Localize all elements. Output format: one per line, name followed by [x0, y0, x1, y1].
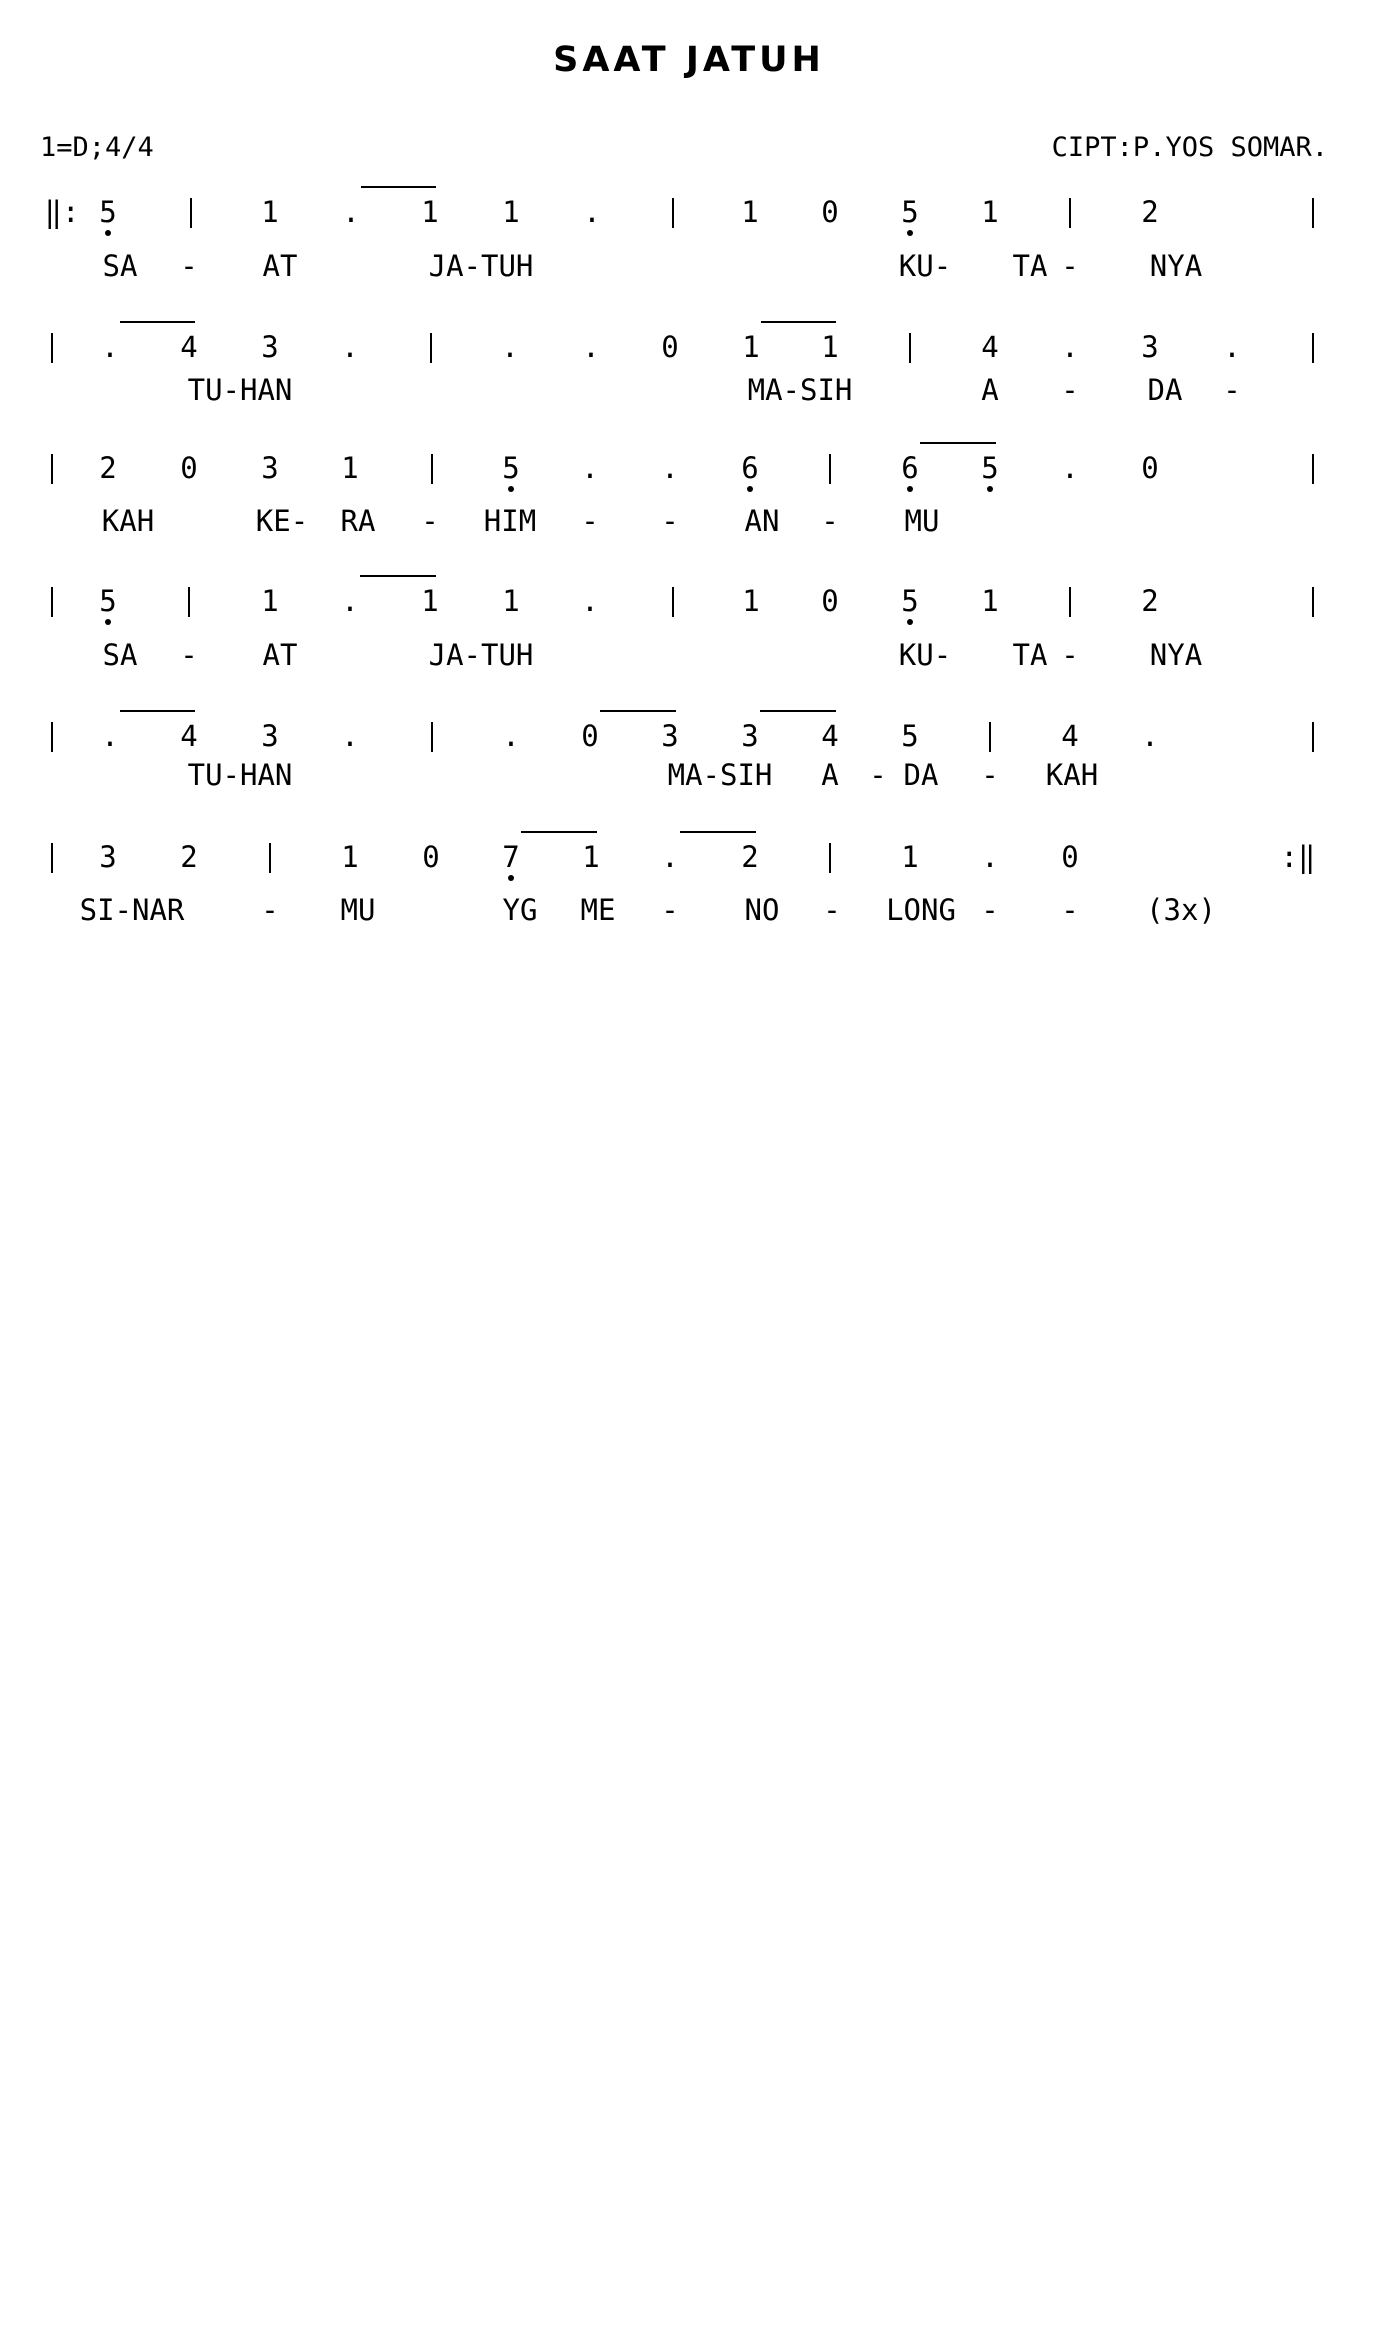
lyric-syllable: KU- [898, 638, 952, 672]
note-token: 3 [261, 451, 279, 485]
bar-line [269, 843, 271, 873]
lyric-syllable: AT [262, 638, 298, 672]
bar-line [188, 587, 190, 617]
bar-line [1312, 587, 1314, 617]
beam-line [361, 186, 436, 188]
lyric-syllable: SI-NAR [79, 893, 185, 927]
note-token: 1 [742, 584, 760, 618]
note-token: 1 [981, 584, 999, 618]
low-octave-dot [508, 875, 514, 881]
bar-line [989, 722, 991, 752]
low-octave-dot [105, 230, 111, 236]
lyric-syllable: AN [744, 504, 780, 538]
note-token: 1 [502, 195, 520, 229]
lyric-syllable: NYA [1149, 249, 1203, 283]
note-token: 2 [99, 451, 117, 485]
note-token: 1 [421, 584, 439, 618]
lyric-syllable: - [421, 504, 439, 538]
lyric-syllable: TU-HAN [187, 758, 293, 792]
note-token: . [341, 584, 359, 618]
note-token: 4 [180, 719, 198, 753]
bar-line [1069, 587, 1071, 617]
note-token: 0 [1061, 840, 1079, 874]
beam-line [360, 575, 436, 577]
lyric-syllable: LONG [886, 893, 956, 927]
bar-line [51, 333, 53, 363]
lyric-syllable: - [180, 638, 198, 672]
lyric-syllable: - [1223, 373, 1241, 407]
lyric-syllable: DA [1147, 373, 1183, 407]
lyric-syllable: NO [744, 893, 780, 927]
note-token: 0 [1141, 451, 1159, 485]
note-token: 2 [1141, 195, 1159, 229]
bar-line [51, 587, 53, 617]
note-token: . [502, 719, 520, 753]
bar-line [829, 454, 831, 484]
note-token: 1 [341, 451, 359, 485]
note-token: . [1223, 330, 1241, 364]
note-token: 3 [661, 719, 679, 753]
bar-line [51, 722, 53, 752]
lyric-syllable: - [261, 893, 279, 927]
lyric-syllable: MU [340, 893, 376, 927]
bar-line [190, 198, 192, 228]
note-token: . [1061, 451, 1079, 485]
lyric-syllable: TA [1012, 249, 1048, 283]
lyric-syllable: - [1061, 249, 1079, 283]
bar-line [672, 587, 674, 617]
low-octave-dot [747, 486, 753, 492]
song-title: SAAT JATUH [553, 40, 825, 80]
note-token: 2 [741, 840, 759, 874]
note-token: 0 [422, 840, 440, 874]
note-token: . [341, 330, 359, 364]
note-token: 0 [821, 584, 839, 618]
lyric-syllable: KAH [1045, 758, 1099, 792]
lyric-syllable: - [823, 893, 841, 927]
note-token: 5 [502, 451, 520, 485]
note-token: . [661, 451, 679, 485]
composer-credit: CIPT:P.YOS SOMAR. [1051, 132, 1328, 163]
bar-line [431, 722, 433, 752]
lyric-syllable: - [1061, 638, 1079, 672]
lyric-syllable: - [869, 758, 887, 792]
note-token: 5 [901, 195, 919, 229]
lyric-syllable: - [1061, 893, 1079, 927]
note-token: 2 [180, 840, 198, 874]
bar-line [431, 454, 433, 484]
low-octave-dot [907, 619, 913, 625]
beam-line [120, 710, 195, 712]
note-token: 0 [581, 719, 599, 753]
lyric-syllable: - [1061, 373, 1079, 407]
note-token: 1 [582, 840, 600, 874]
note-token: 1 [981, 195, 999, 229]
note-token: 7 [502, 840, 520, 874]
note-token: 4 [1061, 719, 1079, 753]
lyric-syllable: - [821, 504, 839, 538]
bar-line [1312, 454, 1314, 484]
lyric-syllable: (3x) [1146, 893, 1216, 927]
note-token: . [981, 840, 999, 874]
bar-line [1312, 333, 1314, 363]
note-token: . [581, 451, 599, 485]
note-token: . [101, 330, 119, 364]
bar-line [829, 843, 831, 873]
note-token: 3 [99, 840, 117, 874]
note-token: 5 [981, 451, 999, 485]
note-token: :‖ [1280, 840, 1316, 874]
note-token: 5 [901, 584, 919, 618]
note-token: 4 [180, 330, 198, 364]
note-token: . [1061, 330, 1079, 364]
note-token: 0 [821, 195, 839, 229]
bar-line [430, 333, 432, 363]
lyric-syllable: ME [580, 893, 616, 927]
note-token: 1 [742, 330, 760, 364]
lyric-syllable: DA [903, 758, 939, 792]
note-token: 0 [180, 451, 198, 485]
lyric-syllable: - [180, 249, 198, 283]
lyric-syllable: YG [502, 893, 538, 927]
lyric-syllable: TU-HAN [187, 373, 293, 407]
bar-line [51, 843, 53, 873]
note-token: 1 [821, 330, 839, 364]
note-token: 1 [261, 195, 279, 229]
bar-line [909, 333, 911, 363]
bar-line [51, 454, 53, 484]
lyric-syllable: A [981, 373, 999, 407]
beam-line [761, 321, 836, 323]
lyric-syllable: MA-SIH [667, 758, 773, 792]
low-octave-dot [907, 486, 913, 492]
beam-line [600, 710, 676, 712]
beam-line [680, 831, 756, 833]
lyric-syllable: TA [1012, 638, 1048, 672]
lyric-syllable: - [581, 504, 599, 538]
note-token: 1 [261, 584, 279, 618]
low-octave-dot [105, 619, 111, 625]
lyric-syllable: KE- [255, 504, 309, 538]
note-token: . [582, 330, 600, 364]
low-octave-dot [907, 230, 913, 236]
note-token: 1 [741, 195, 759, 229]
note-token: 3 [1141, 330, 1159, 364]
lyric-syllable: KAH [101, 504, 155, 538]
note-token: 0 [661, 330, 679, 364]
note-token: . [341, 719, 359, 753]
bar-line [1312, 198, 1314, 228]
bar-line [1069, 198, 1071, 228]
note-token: 3 [741, 719, 759, 753]
note-token: . [1141, 719, 1159, 753]
note-token: 3 [261, 719, 279, 753]
note-token: . [342, 195, 360, 229]
bar-line [672, 198, 674, 228]
bar-line [1312, 722, 1314, 752]
lyric-syllable: - [981, 758, 999, 792]
note-token: 6 [901, 451, 919, 485]
note-token: 5 [99, 195, 117, 229]
lyric-syllable: - [661, 504, 679, 538]
note-token: ‖: [44, 195, 80, 229]
lyric-syllable: - [661, 893, 679, 927]
lyric-syllable: JA-TUH [428, 249, 534, 283]
note-token: . [501, 330, 519, 364]
note-token: 1 [901, 840, 919, 874]
note-token: 4 [981, 330, 999, 364]
notation-sheet [0, 0, 1378, 1000]
lyric-syllable: AT [262, 249, 298, 283]
note-token: 5 [99, 584, 117, 618]
note-token: 5 [901, 719, 919, 753]
lyric-syllable: A [821, 758, 839, 792]
note-token: 2 [1141, 584, 1159, 618]
note-token: 1 [502, 584, 520, 618]
note-token: . [581, 584, 599, 618]
lyric-syllable: RA [340, 504, 376, 538]
note-token: 1 [421, 195, 439, 229]
lyric-syllable: MU [904, 504, 940, 538]
lyric-syllable: NYA [1149, 638, 1203, 672]
lyric-syllable: KU- [898, 249, 952, 283]
note-token: 6 [741, 451, 759, 485]
beam-line [521, 831, 597, 833]
low-octave-dot [987, 486, 993, 492]
note-token: . [661, 840, 679, 874]
lyric-syllable: SA [102, 638, 138, 672]
beam-line [120, 321, 195, 323]
note-token: . [583, 195, 601, 229]
beam-line [920, 442, 996, 444]
note-token: 1 [341, 840, 359, 874]
lyric-syllable: HIM [483, 504, 537, 538]
note-token: . [101, 719, 119, 753]
low-octave-dot [508, 486, 514, 492]
note-token: 3 [261, 330, 279, 364]
beam-line [760, 710, 836, 712]
note-token: 4 [821, 719, 839, 753]
lyric-syllable: SA [102, 249, 138, 283]
lyric-syllable: MA-SIH [747, 373, 853, 407]
lyric-syllable: JA-TUH [428, 638, 534, 672]
key-signature: 1=D;4/4 [40, 132, 154, 163]
lyric-syllable: - [981, 893, 999, 927]
